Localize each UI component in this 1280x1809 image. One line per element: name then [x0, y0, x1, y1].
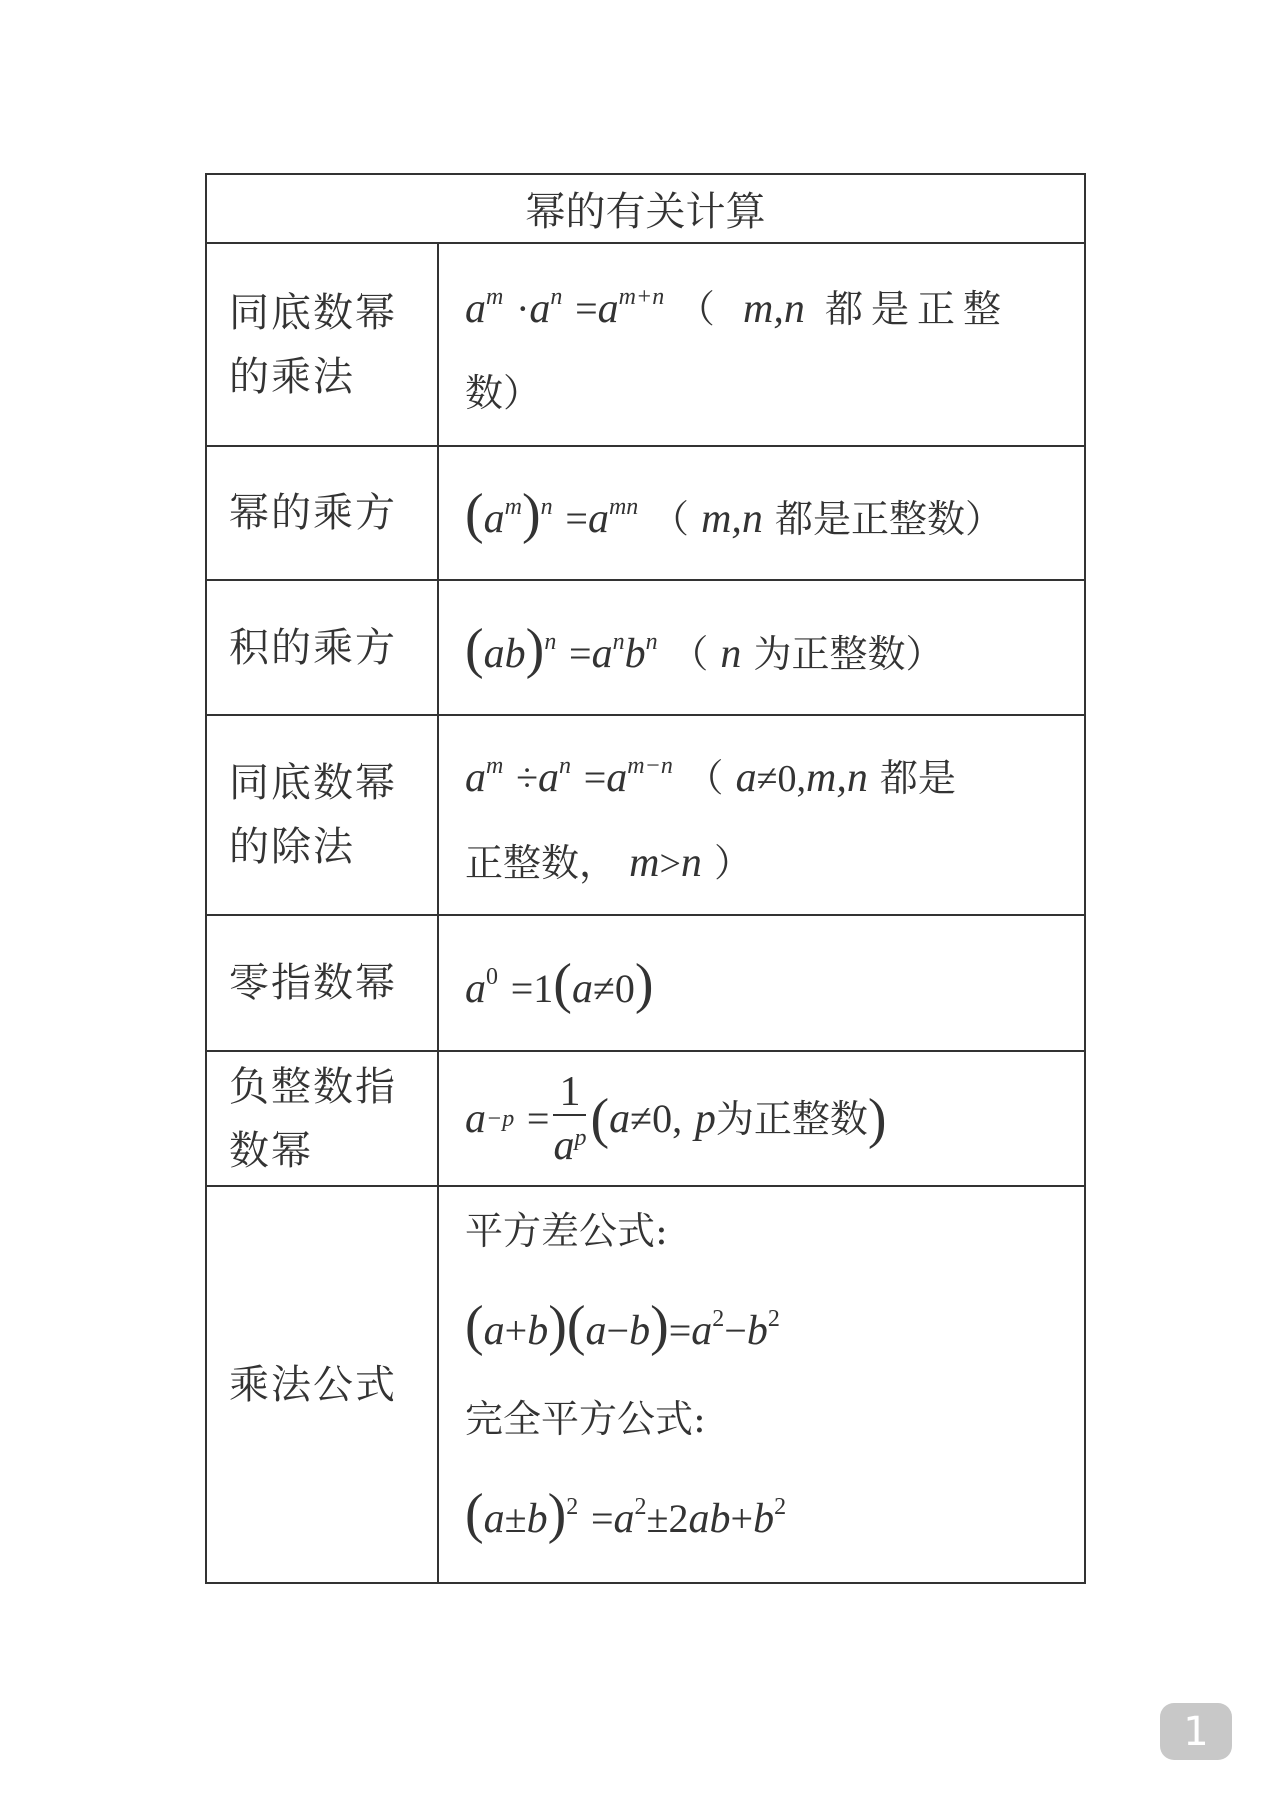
fraction: $\frac{1}{a^p}$	[553, 1068, 587, 1169]
row-content	[439, 1052, 1084, 1185]
table-row	[207, 1052, 1084, 1187]
formula: $a^m \div a^n =a^{m-n}$ （ a≠0,m,n 都是	[465, 753, 956, 801]
row-content	[439, 244, 1084, 445]
row-label: 乘法公式	[207, 1187, 439, 1582]
row-content	[439, 916, 1084, 1050]
formula: $(ab)^n =a^nb^n$ （ n 为正整数）	[465, 617, 944, 680]
formula-heading: 完全平方公式:	[465, 1397, 706, 1441]
formula: $(a\pm b)^2 =a^2\pm 2ab+b^2$	[465, 1483, 787, 1545]
formula-condition-cont: 数）	[465, 370, 542, 415]
row-label: 积的乘方	[207, 581, 439, 714]
row-label: 同底数幂的乘法	[207, 244, 439, 445]
row-content	[439, 447, 1084, 579]
row-content	[439, 716, 1084, 914]
table-row	[207, 447, 1084, 581]
formula: a −p = $\frac{1}{a^p}$ ( a ≠0, p 为正整数 )	[465, 1068, 887, 1169]
table-row	[207, 716, 1084, 916]
table-title: 幂的有关计算	[207, 175, 1084, 244]
row-content	[439, 1187, 1084, 1582]
row-label: 零指数幂	[207, 916, 439, 1050]
formula: $a^m \cdot a^n =a^{m+n}$ （ m,n 都是正整	[465, 283, 1009, 332]
table-row	[207, 916, 1084, 1052]
table-row	[207, 581, 1084, 716]
power-rules-table	[205, 173, 1086, 1584]
formula: $(a+b)(a-b)=a^2-b^2$	[465, 1295, 780, 1357]
row-label: 负整数指数幂	[207, 1052, 439, 1185]
row-label: 幂的乘方	[207, 447, 439, 579]
row-content	[439, 581, 1084, 714]
row-label: 同底数幂的除法	[207, 716, 439, 914]
table-row	[207, 1187, 1084, 1582]
page-number-badge: 1	[1160, 1703, 1232, 1760]
formula-heading: 平方差公式:	[465, 1209, 668, 1253]
formula: $(a^m)^n =a^{mn}$ （ m,n 都是正整数）	[465, 483, 1004, 545]
table-row	[207, 244, 1084, 447]
formula-condition-cont: 正整数， m>n ）	[465, 840, 752, 886]
formula: $a^0 =1(a\ne 0)$	[465, 953, 654, 1015]
